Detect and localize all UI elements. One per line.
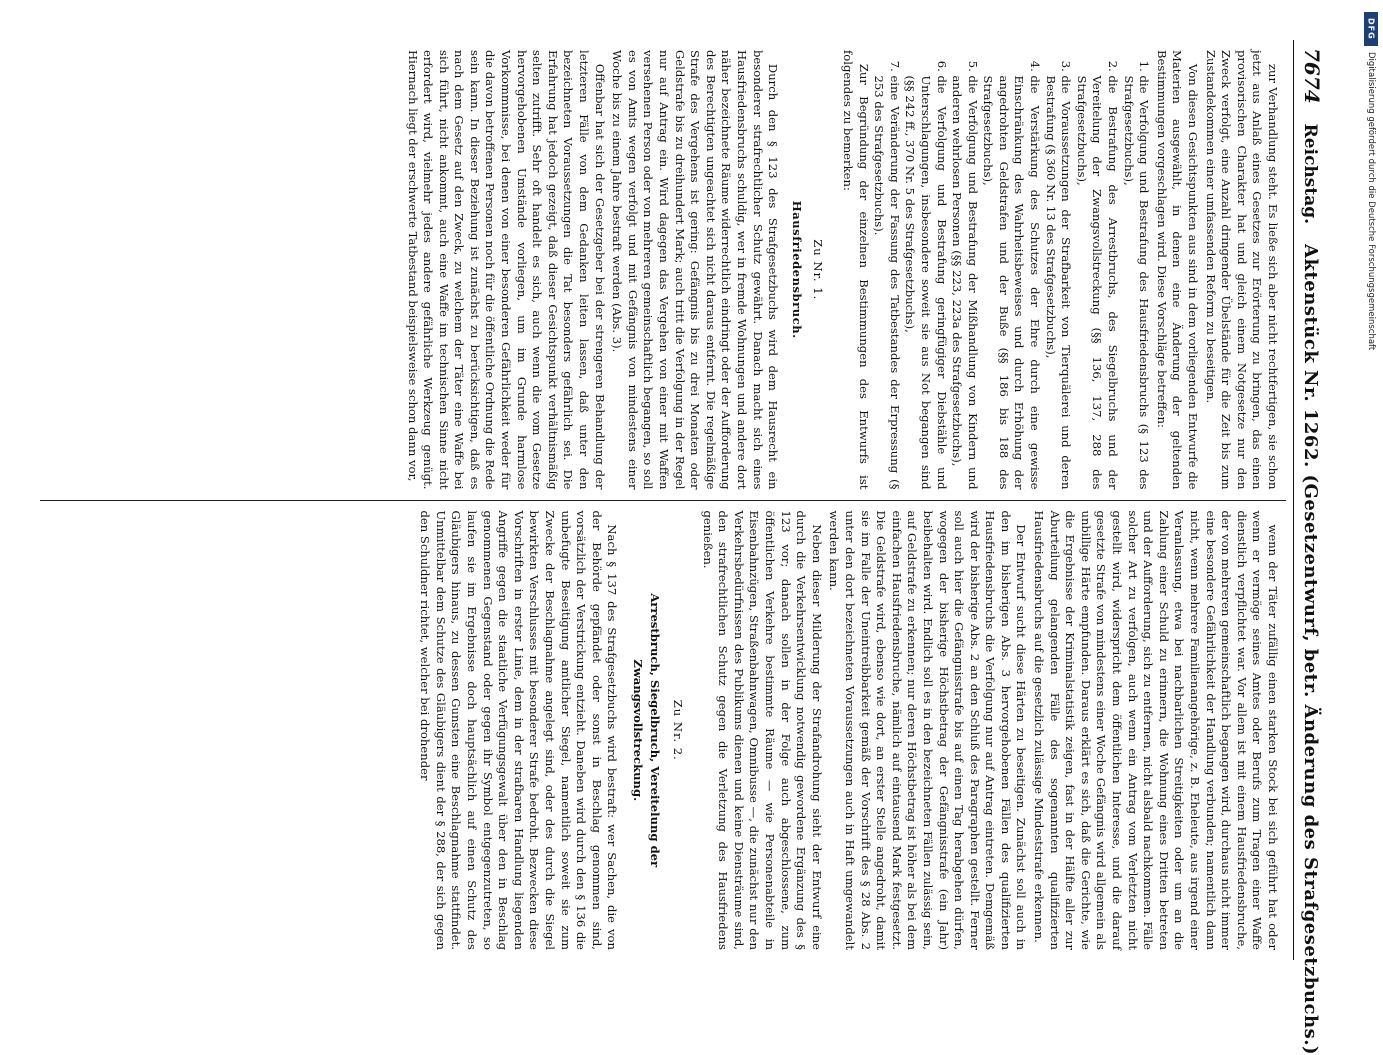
paragraph: Neben dieser Milderung der Strafandrohung sieht der Entwurf eine durch die Verkehrsentwicklung notwendig gewordene Ergänzung des § 123 vor; danach sollen in der Folge auch abgeschlossene, zum öffentlichen Verkehre bestimmte Räume — wie Personenabteile in Eisenbahnzügen, Straßenbahnwagen, Omnibusse —, die zunächst nur den Verkehrsbedürfnissen des Publikums dienen und keine Diensträume sind, den strafrechtlichen Schutz gegen die Verletzung des Hausfriedens genießen. xyxy=(700,510,824,950)
digitization-note xyxy=(1364,12,1378,982)
paragraph: wenn der Täter zufällig einen starken Stock bei sich geführt hat oder wenn er vermöge seines Amtes oder Berufs zum Tragen einer Waffe dienstlich verpflichtet war. Vor allem ist mit einem Hausfriedensbruche, der von mehreren gemeinschaftlich begangen wird, durchaus nicht immer eine besondere Gefährlichkeit der Handlung verbunden; namentlich dann nicht, wenn mehrere Familienangehörige, z. B. Eheleute, aus irgend einer Veranlassung, etwa bei nachbarlichen Streitigkeiten oder um an die Zahlung einer Schuld zu erinnern, die Wohnung eines Dritten betreten und der Aufforderung, sich zu entfernen, nicht alsbald nachkommen. Fälle solcher Art zu verfolgen, auch wenn ein Antrag vom Verletzten nicht gestellt wird, widerspricht dem öffentlichen Interesse, und die darauf gesetzte Strafe von mindestens einer Woche Gefängnis wird allgemein als unbillige Härte empfunden. Daraus erklärt es sich, daß die Gerichte, wie die Ergebnisse der Kriminalstatistik zeigen, fast in der Hälfte aller zur Aburteilung gelangenden Fälle des sogenannten qualifizierten Hausfriedensbruchs auf die gesetzlich zulässige Mindeststrafe erkennen. xyxy=(1032,510,1280,950)
paragraph: Zur Begründung der einzelnen Bestimmungen des Entwurfs ist folgendes zu bemerken: xyxy=(840,50,871,490)
list-item: 2. die Bestrafung des Arrestbruchs, des Siegelbruchs und der Vereitelung der Zwangsvollstreckung (§§ 136, 137, 288 des Strafgesetzbuchs), xyxy=(1073,76,1120,490)
paragraph: zur Verhandlung steht. Es ließe sich aber nicht rechtfertigen, sie schon jetzt aus Anlaß eines Gesetzes zur Erörterung zu bringen, das einen provisorischen Charakter hat und gleich einem Notgesetze nur den Zweck verfolgt, eine Anzahl dringender Übelstände für die Zeit bis zum Zustandekommen einer umfassenden Reform zu beseitigen. xyxy=(1203,50,1280,490)
section-label: Zu Nr. 2. xyxy=(671,699,686,761)
list-item: 5. die Verfolgung und Bestrafung der Mißhandlung von Kindern und anderen wehrlosen Personen (§§ 223, 223a des Strafgesetzbuchs), xyxy=(949,76,980,490)
list-item: 4. die Verstärkung des Schutzes der Ehre durch eine gewisse Einschränkung des Wahrheitsbeweises und durch Erhöhung der angedrohten Geldstrafen und der Buße (§§ 186 bis 188 des Strafgesetzbuchs), xyxy=(980,76,1042,490)
list-item: 1. die Verfolgung und Bestrafung des Hausfriedensbruchs (§ 123 des Strafgesetzbuchs), xyxy=(1120,76,1151,490)
document-page xyxy=(40,40,1330,1055)
paragraph: Nach § 137 des Strafgesetzbuchs wird bestraft: wer Sachen, die von der Behörde gepfändet oder sonst in Beschlag genommen sind, vorsätzlich der Verstrickung entzieht. Daneben wird durch den § 136 die unbefugte Beseitigung amtlicher Siegel, namentlich soweit sie zum Zwecke der Beschlagnahme angelegt sind, oder des durch die Siegel bewirkten Verschlusses mit besonderer Strafe bedroht. Bezwecken diese Vorschriften in erster Linie, dem in der strafbaren Handlung liegenden Angriffe gegen die staatliche Verfügungsgewalt über den in Beschlag genommenen Gegenstand oder gegen ihr Symbol entgegenzutreten, so laufen sie im Ergebnisse doch hauptsächlich auf einen Schutz des Gläubigers hinaus, zu dessen Gunsten eine Beschlagnahme stattfindet. Unmittelbar dem Schutze des Gläubigers dient der § 288, der sich gegen den Schuldner richtet, welcher bei drohender xyxy=(418,510,620,950)
page-title: Aktenstück Nr. 1262. (Gesetzentwurf, betr. Änderung des Strafgesetzbuchs.) xyxy=(1300,244,1321,1055)
section-title: Arrestbruch, Siegelbruch, Vereitelung der Zwangsvollstreckung. xyxy=(631,593,663,868)
funding-note: Digitalisierung gefördert durch die Deutsche Forschungsgemeinschaft xyxy=(1366,52,1376,351)
paragraph: Durch den § 123 des Strafgesetzbuchs wird dem Hausrecht ein besonderer strafrechtlicher Schutz gewährt. Danach macht sich eines Hausfriedensbruchs schuldig, wer in fremde Wohnungen und andere dort näher bezeichnete Räume widerrechtlich eindringt oder der Aufforderung des Berechtigten ungeachtet sich nicht daraus entfernt. Die regelmäßige Strafe des Vergehens ist gering: Gefängnis bis zu drei Monaten oder Geldstrafe bis zu dreihundert Mark; auch tritt die Verfolgung in der Regel nur auf Antrag ein. Wird dagegen das Vergehen von einer mit Waffen versehenen Person oder von mehreren gemeinschaftlich begangen, so soll es von Amts wegen verfolgt und mit Gefängnis von mindestens einer Woche bis zu einem Jahre bestraft werden (Abs. 3). xyxy=(610,50,781,490)
list-item: 7. eine Veränderung der Fassung des Tatbestandes der Erpressung (§ 253 des Strafgesetzbuchs). xyxy=(871,76,902,490)
text-columns xyxy=(40,40,1286,960)
list-item: 3. die Voraussetzungen der Strafbarkeit von Tierquälerei und deren Bestrafung (§ 360 Nr. 13 des Strafgesetzbuchs), xyxy=(1042,76,1073,490)
page-header xyxy=(1293,40,1330,1055)
section-label: Zu Nr. 1. xyxy=(811,239,826,301)
column-right xyxy=(40,500,1286,961)
paragraph: Von diesen Gesichtspunkten aus sind in dem vorliegenden Entwurfe die Materien ausgewählt, in denen eine Änderung der geltenden Bestimmungen vorgeschlagen wird. Diese Vorschläge betreffen: xyxy=(1154,50,1201,490)
paragraph: Offenbar hat sich der Gesetzgeber bei der strengeren Behandlung der letzteren Fälle von dem Gedanken leiten lassen, daß unter den bezeichneten Voraussetzungen die Tat besonders gefährlich sei. Die Erfahrung hat jedoch gezeigt, daß dieser Gesichtspunkt verhältnismäßig selten zutrifft. Sehr oft handelt es sich, auch wenn die vom Gesetze hervorgehobenen Umstände vorliegen, um im Grunde harmlose Vorkommnisse, bei denen von einer besonderen Gefährlichkeit weder für die davon betroffenen Personen noch für die öffentliche Ordnung die Rede sein kann. In dieser Beziehung ist zunächst zu berücksichtigen, daß es nach dem Gesetz auf den Zweck, zu welchem der Täter eine Waffe bei sich führt, nicht ankommt, auch eine Waffe im technischen Sinne nicht erfordert wird, vielmehr jedes andere gefährliche Werkzeug genügt. Hiernach liegt der erschwerte Tatbestand beispielsweise schon dann vor, xyxy=(405,50,607,490)
column-left xyxy=(40,40,1286,500)
list-item: 6. die Verfolgung und Bestrafung geringfügiger Diebstähle und Unterschlagungen, insbesondere soweit sie aus Not begangen sind (§§ 242 ff., 370 Nr. 5 des Strafgesetzbuchs), xyxy=(902,76,949,490)
header-left: Reichstag. xyxy=(1300,123,1320,225)
proposal-list xyxy=(871,50,1152,490)
page-number: 7674 xyxy=(1300,48,1324,104)
paragraph: Der Entwurf sucht diese Härten zu beseitigen. Zunächst soll auch in den im bisherigen Abs. 3 hervorgehobenen Fällen des qualifizierten Hausfriedensbruchs die Verfolgung nur auf Antrag eintreten. Demgemäß wird der bisherige Abs. 2 an den Schluß des Paragraphen gestellt. Ferner soll auch hier die Gefängnisstrafe bis auf einen Tag herabgehen dürfen, wogegen der bisherige Höchstbetrag der Gefängnisstrafe (ein Jahr) beibehalten wird. Endlich soll es in den bezeichneten Fällen zulässig sein, auf Geldstrafe zu erkennen; nur deren Höchstbetrag ist höher als bei dem einfachen Hausfriedensbruche, nämlich auf eintausend Mark festgesetzt. Die Geldstrafe wird, ebenso wie dort, an erster Stelle angedroht, damit sie im Falle der Uneintreibbarkeit gemäß der Vorschrift des § 28 Abs. 2 unter den dort bezeichneten Voraussetzungen auch in Haft umgewandelt werden kann. xyxy=(827,510,1029,950)
dfg-logo: DFG xyxy=(1364,12,1378,46)
section-title: Hausfriedensbruch. xyxy=(789,200,804,339)
